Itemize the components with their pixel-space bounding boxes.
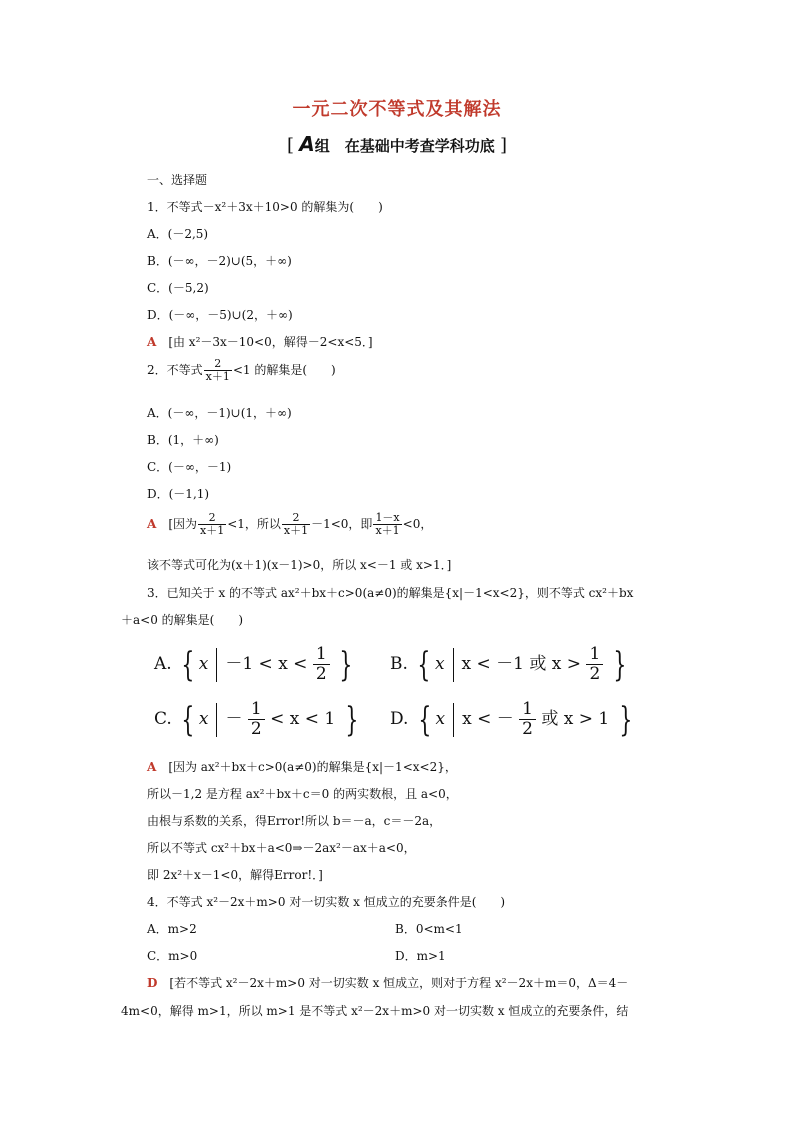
right-brace-icon: } bbox=[344, 699, 358, 740]
group-mark: A bbox=[299, 132, 315, 156]
fraction-denominator: x＋1 bbox=[375, 524, 400, 537]
q3-option-d bbox=[390, 700, 636, 739]
option-expression: x < －1 或 x > bbox=[461, 654, 582, 674]
fraction-denominator: 2 bbox=[519, 719, 536, 739]
option-expression: 或 x > 1 bbox=[541, 709, 610, 729]
subtitle-text: 组 在基础中考查学科功底 bbox=[314, 137, 495, 155]
q3-answer-line3: 由根与系数的关系，得Error!所以 b＝－a，c＝－2a， bbox=[147, 814, 442, 828]
set-bar bbox=[453, 648, 454, 682]
q3-option-c bbox=[154, 700, 362, 739]
q1-answer bbox=[147, 334, 373, 350]
set-bar bbox=[216, 648, 217, 682]
q4-option-c: C．m>0 bbox=[147, 949, 198, 963]
option-label: A. bbox=[154, 654, 172, 674]
q2-stem-post: <1 的解集是( ) bbox=[232, 363, 336, 377]
fraction-numerator: 1 bbox=[315, 644, 327, 664]
q3-answer-line1 bbox=[147, 759, 457, 775]
q3-answer-line4: 所以不等式 cx²＋bx＋a<0⇒－2ax²－ax＋a<0， bbox=[147, 841, 416, 855]
q4-option-a: A．m>2 bbox=[147, 922, 197, 936]
q4-option-d: D．m>1 bbox=[395, 949, 446, 963]
left-brace-icon: { bbox=[181, 644, 195, 685]
set-bar bbox=[453, 703, 454, 737]
fraction-denominator: 2 bbox=[313, 664, 330, 684]
fraction-numerator: 1 bbox=[589, 644, 601, 664]
q3-option-b bbox=[390, 645, 630, 684]
fraction-denominator: x＋1 bbox=[283, 524, 309, 537]
fraction-numerator: 1 bbox=[250, 699, 262, 719]
fraction-numerator: 2 bbox=[208, 511, 216, 524]
q1-answer-letter: A bbox=[147, 335, 157, 349]
q2-stem-pre: 2．不等式 bbox=[147, 363, 203, 377]
fraction-denominator: 2 bbox=[586, 664, 603, 684]
fraction-numerator: 1－x bbox=[375, 511, 400, 524]
q1-option-b: B．(－∞，－2)∪(5，＋∞) bbox=[147, 254, 292, 268]
q3-stem-line2: ＋a<0 的解集是( ) bbox=[121, 613, 244, 627]
option-label: C. bbox=[154, 709, 172, 729]
q2-answer-part: [因为 bbox=[168, 517, 197, 531]
q2-answer-part: －1<0，即 bbox=[311, 517, 373, 531]
subtitle-bracket-right: ] bbox=[499, 135, 508, 156]
q4-option-b: B．0<m<1 bbox=[395, 922, 463, 936]
document-title: 一元二次不等式及其解法 bbox=[292, 99, 502, 120]
q1-answer-text: [由 x²－3x－10<0，解得－2<x<5．] bbox=[168, 335, 373, 349]
q2-answer-letter: A bbox=[147, 517, 157, 531]
q3-stem-line1: 3．已知关于 x 的不等式 ax²＋bx＋c>0(a≠0)的解集是{x|－1<x<2}，则不等式 cx²＋bx bbox=[147, 586, 634, 600]
fraction-numerator: 2 bbox=[292, 511, 300, 524]
option-expression: x < － bbox=[462, 709, 514, 729]
option-expression: － bbox=[225, 709, 243, 729]
q2-answer-line2: 该不等式可化为(x＋1)(x－1)>0，所以 x<－1 或 x>1．] bbox=[147, 558, 452, 572]
q2-answer-part: <1，所以 bbox=[227, 517, 281, 531]
subtitle-bracket-left: [ bbox=[286, 135, 295, 156]
set-variable: x bbox=[198, 654, 209, 674]
right-brace-icon: } bbox=[339, 644, 353, 685]
option-fraction bbox=[519, 700, 536, 739]
set-variable: x bbox=[434, 654, 445, 674]
q2-answer-fraction-2 bbox=[282, 512, 310, 537]
left-brace-icon: { bbox=[418, 699, 432, 740]
fraction-denominator: 2 bbox=[248, 719, 265, 739]
right-brace-icon: } bbox=[613, 644, 626, 685]
option-fraction bbox=[586, 645, 603, 684]
q2-answer-part: <0， bbox=[402, 517, 433, 531]
q2-answer-fraction-1 bbox=[198, 512, 226, 537]
section-heading: 一、选择题 bbox=[147, 173, 208, 187]
q1-option-d: D．(－∞，－5)∪(2，＋∞) bbox=[147, 308, 293, 322]
q2-stem-fraction bbox=[204, 358, 232, 383]
q1-option-a: A．(－2,5) bbox=[147, 227, 209, 241]
set-variable: x bbox=[198, 709, 209, 729]
fraction-denominator: x＋1 bbox=[200, 524, 225, 537]
q2-option-c: C．(－∞，－1) bbox=[147, 460, 232, 474]
left-brace-icon: { bbox=[417, 644, 431, 685]
q2-option-a: A．(－∞，－1)∪(1，＋∞) bbox=[147, 406, 292, 420]
option-expression: －1 < x < bbox=[225, 654, 308, 674]
q2-option-d: D．(－1,1) bbox=[147, 487, 210, 501]
q3-answer-text: [因为 ax²＋bx＋c>0(a≠0)的解集是{x|－1<x<2}， bbox=[168, 760, 457, 774]
q4-stem: 4．不等式 x²－2x＋m>0 对一切实数 x 恒成立的充要条件是( ) bbox=[147, 895, 506, 909]
fraction-numerator: 2 bbox=[214, 357, 222, 370]
option-fraction bbox=[313, 645, 330, 684]
q3-answer-letter: A bbox=[147, 760, 157, 774]
q4-answer-line1 bbox=[147, 975, 628, 991]
option-expression: < x < 1 bbox=[270, 709, 336, 729]
q2-option-b: B．(1，＋∞) bbox=[147, 433, 219, 447]
set-variable: x bbox=[435, 709, 446, 729]
q4-answer-line2: 4m<0，解得 m>1，所以 m>1 是不等式 x²－2x＋m>0 对一切实数 x 恒成立的充要条件，结 bbox=[121, 1004, 629, 1018]
set-bar bbox=[216, 703, 217, 737]
option-fraction bbox=[248, 700, 265, 739]
q3-option-a bbox=[154, 645, 357, 684]
q1-stem: 1．不等式－x²＋3x＋10>0 的解集为( ) bbox=[147, 200, 383, 214]
left-brace-icon: { bbox=[181, 699, 195, 740]
q3-answer-line5: 即 2x²＋x－1<0，解得Error!．] bbox=[147, 868, 323, 882]
q2-stem bbox=[147, 358, 336, 383]
fraction-denominator: x＋1 bbox=[205, 370, 230, 383]
q4-answer-text: [若不等式 x²－2x＋m>0 对一切实数 x 恒成立，则对于方程 x²－2x＋m＝0，Δ＝4－ bbox=[169, 976, 629, 990]
q1-option-c: C．(－5,2) bbox=[147, 281, 209, 295]
q4-answer-letter: D bbox=[147, 976, 158, 990]
fraction-numerator: 1 bbox=[522, 699, 533, 719]
option-label: B. bbox=[390, 654, 408, 674]
q2-answer-fraction-3 bbox=[373, 512, 401, 537]
q2-answer bbox=[147, 512, 432, 537]
q3-answer-line2: 所以－1,2 是方程 ax²＋bx＋c＝0 的两实数根，且 a<0， bbox=[147, 787, 458, 801]
right-brace-icon: } bbox=[618, 699, 632, 740]
option-label: D. bbox=[390, 709, 409, 729]
group-subtitle bbox=[0, 132, 794, 156]
